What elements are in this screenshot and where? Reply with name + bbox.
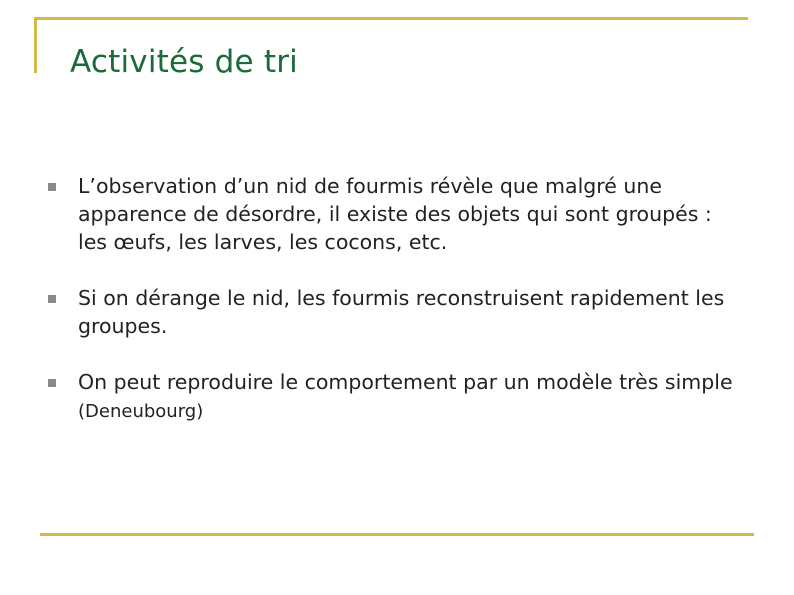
bullet-text-author: (Deneubourg) bbox=[78, 401, 204, 422]
bullet-list bbox=[48, 172, 748, 454]
bullet-text bbox=[78, 368, 738, 426]
bullet-item-observation bbox=[48, 172, 748, 256]
frame-left-rule bbox=[34, 17, 37, 73]
square-bullet-icon bbox=[48, 295, 56, 303]
bullet-item-disturbance bbox=[48, 284, 748, 340]
square-bullet-icon bbox=[48, 379, 56, 387]
slide-title: Activités de tri bbox=[70, 44, 298, 80]
square-bullet-icon bbox=[48, 183, 56, 191]
bullet-text: Si on dérange le nid, les fourmis reconstruisent rapidement les groupes. bbox=[78, 286, 725, 338]
frame-top-rule bbox=[34, 17, 748, 20]
bullet-item-model bbox=[48, 368, 748, 426]
bullet-text: L’observation d’un nid de fourmis révèle que malgré une apparence de désordre, il existe des objets qui sont groupés : les œufs, les larves, les cocons, etc. bbox=[78, 174, 712, 254]
frame-bottom-rule bbox=[40, 533, 754, 536]
bullet-text-main: On peut reproduire le comportement par un modèle très simple bbox=[78, 370, 733, 394]
